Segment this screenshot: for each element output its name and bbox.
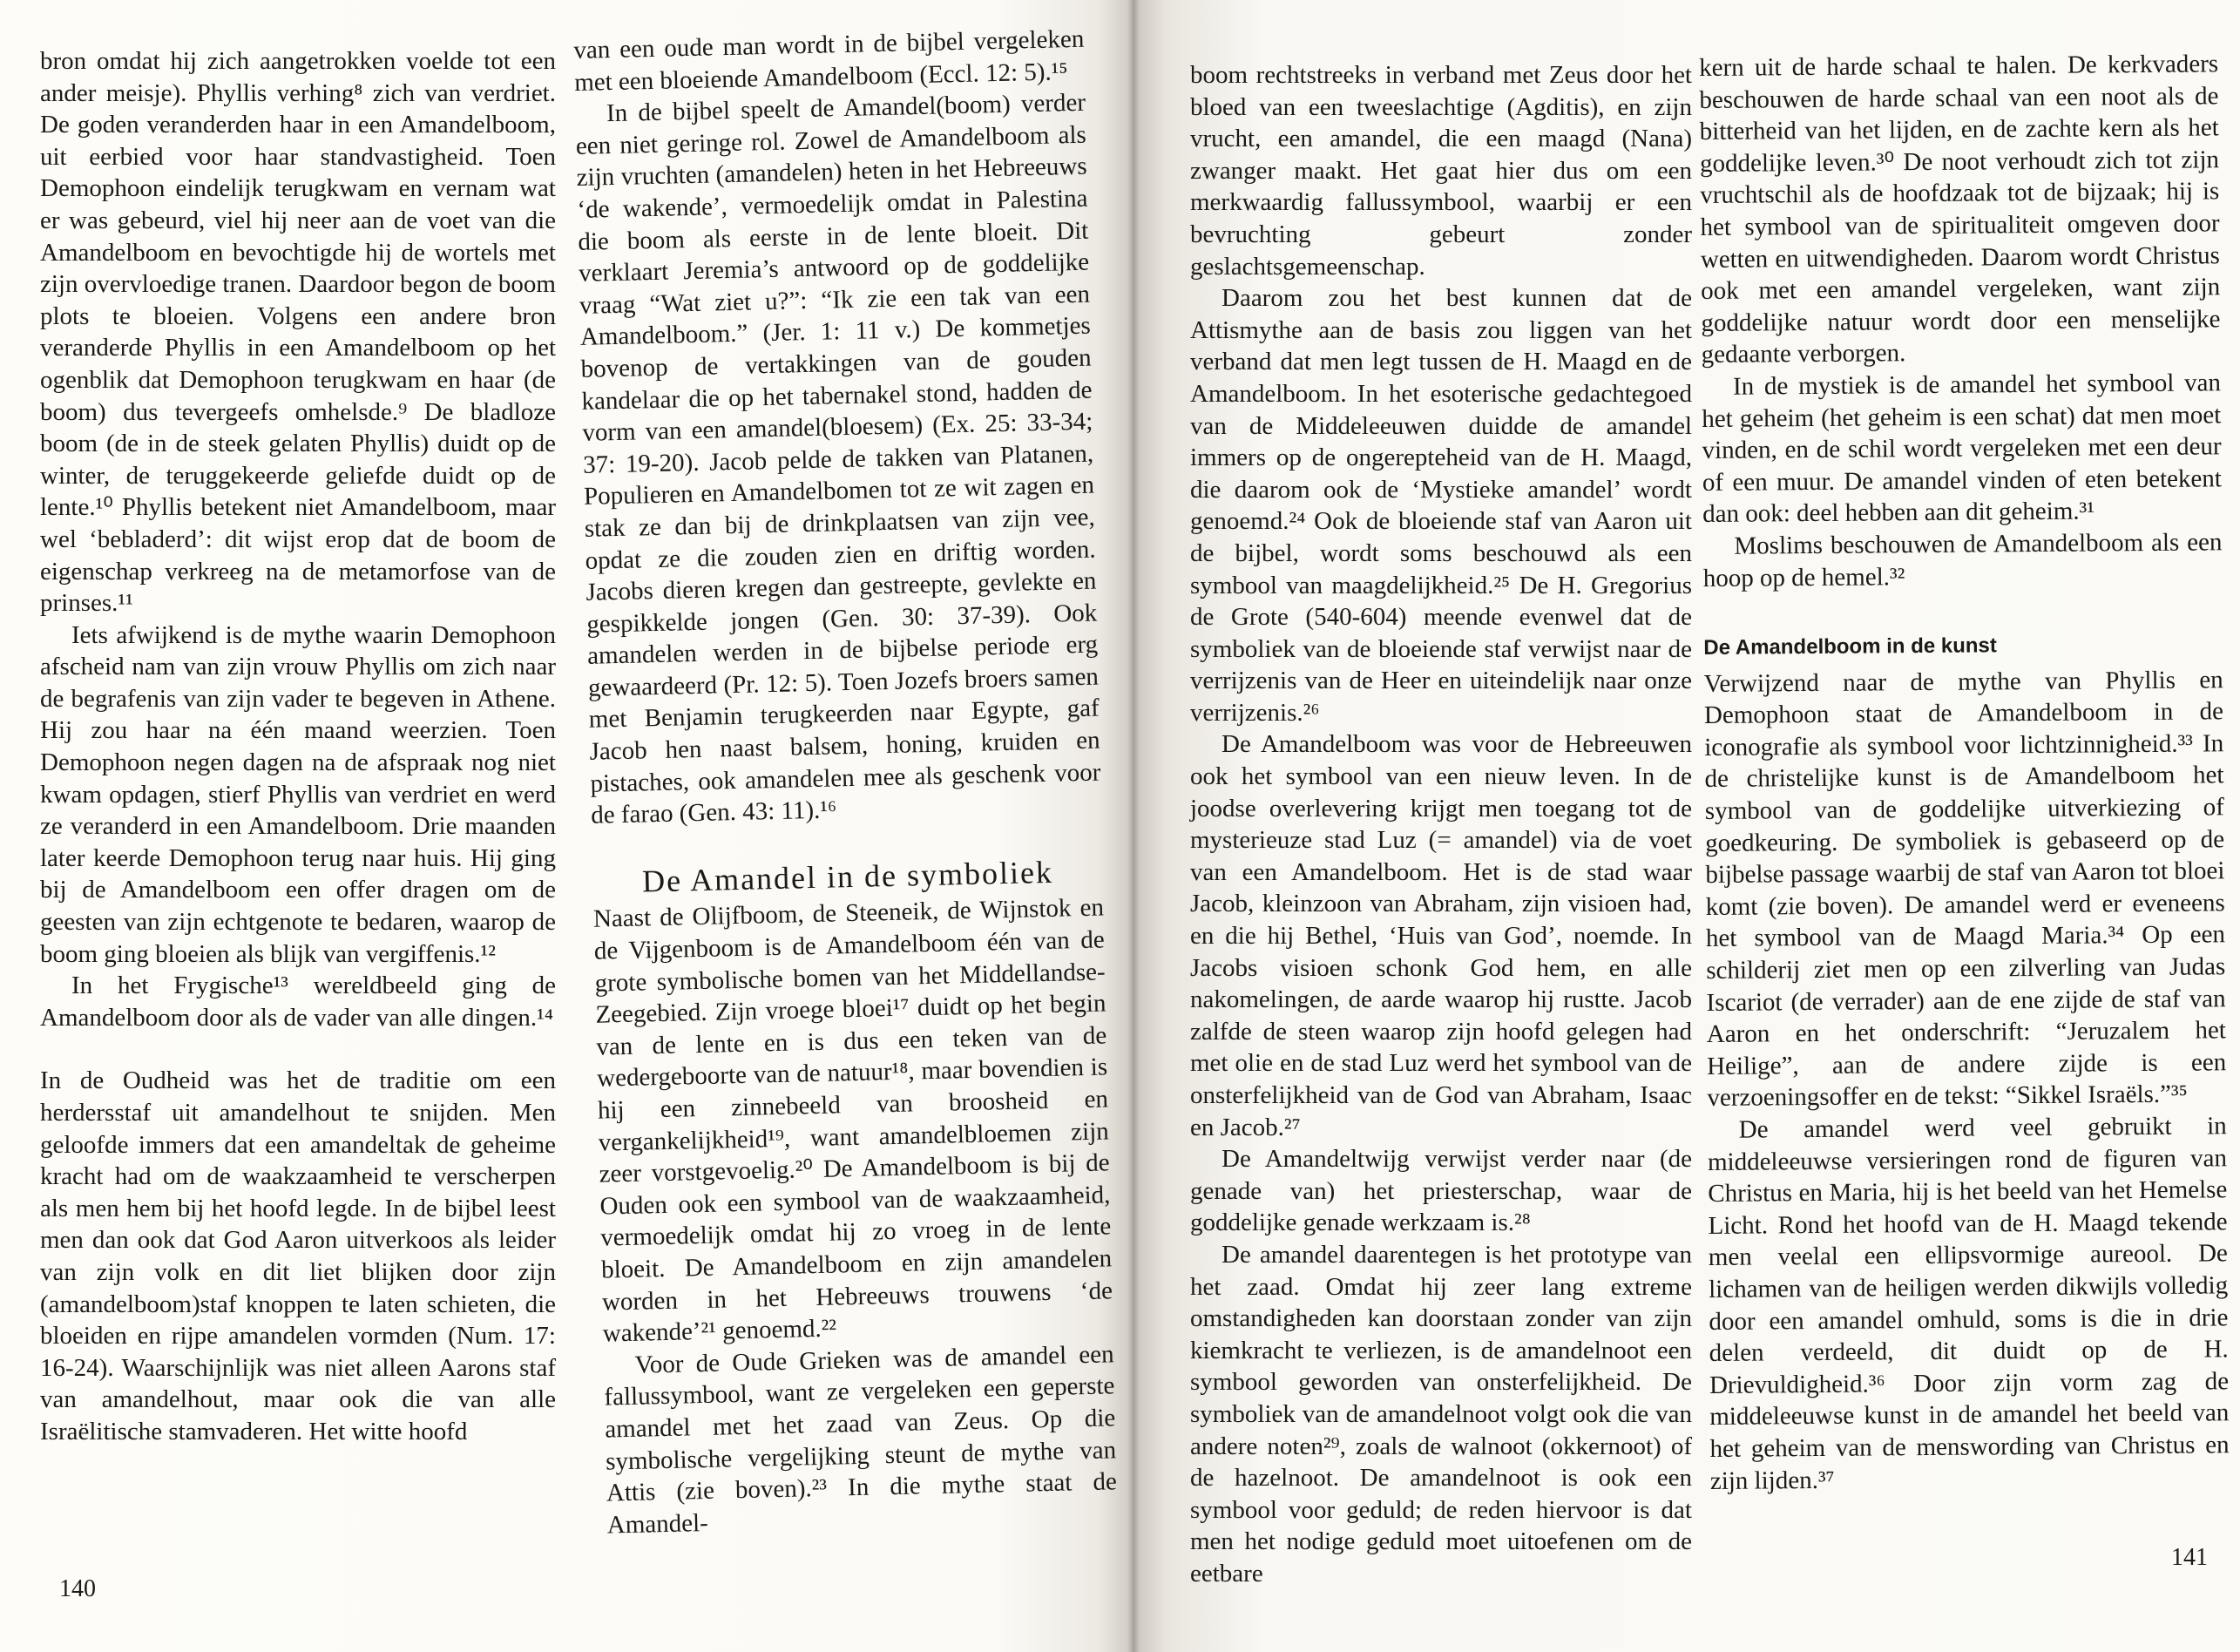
paragraph: De amandel daarentegen is het prototype van het zaad. Omdat hij zeer lang extreme omstandigheden kan doorstaan zonder van zijn kiemkracht te verliezen, is de amandelnoot een symbool geworden van onsterfelijkheid. De symboliek van de amandelnoot volgt ook die van andere noten²⁹, zoals de walnoot (okkernoot) of de hazelnoot. De amandelnoot is ook een symbool voor geduld; de reden hiervoor is dat men het nodige geduld moet uitoefenen om de eetbare [1190,1240,1692,1588]
left-page-column-1 [40,45,556,1448]
paragraph: Voor de Oude Grieken was de amandel een fallussymbool, want ze vergeleken een geperste amandel met het zaad van Zeus. Op die symbolische vergelijking steunt de mythe van Attis (zie boven).²³ In die mythe staat de Amandel- [604,1340,1118,1540]
book-gutter [1127,0,1140,1652]
paragraph: Daarom zou het best kunnen dat de Attismythe aan de basis zou liggen van het verband dat men legt tussen de H. Maagd en de Amandelboom. In het esoterische gedachtegoed van de Middeleeuwen duidde de amandel immers op de ongerepteheid van de H. Maagd, die daarom ook de ‘Mystieke amandel’ wordt genoemd.²⁴ Ook de bloeiende staf van Aaron uit de bijbel, wordt soms beschouwd als een symbool van maagdelijkheid.²⁵ De H. Gregorius de Grote (540-604) meende evenwel dat de symboliek van de bloeiende staf verwijst naar de verrijzenis van de Heer en uiteindelijk naar onze verrijzenis.²⁶ [1190,284,1692,727]
paragraph: In het Frygische¹³ wereldbeeld ging de Amandelboom door als de vader van alle dingen.¹⁴ [40,972,556,1032]
paragraph: De Amandeltwijg verwijst verder naar (de genade van) het priesterschap, waar de goddelijke genade werkzaam is.²⁸ [1190,1145,1692,1237]
page-number: 140 [59,1575,96,1602]
paragraph: De amandel werd veel gebruikt in middeleeuwse versieringen rond de figuren van Christus en Maria, hij is het beeld van het Hemelse Licht. Rond het hoofd van de H. Maagd tekende men veelal een ellipsvormige aureool. De lichamen van de heiligen werden dikwijls volledig door een amandel omhuld, soms is die in drie delen verdeeld, dit duidt op de H. Drievuldigheid.³⁶ Door zijn vorm zag de middeleeuwse kunst in de amandel het beeld van het geheim van de menswording van Christus en zijn lijden.³⁷ [1707,1112,2230,1495]
paragraph: In de Oudheid was het de traditie om een herdersstaf uit amandelhout te snijden. Men geloofde immers dat een amandeltak de geheime kracht had om de waakzaamheid te verscherpen als men hem bij het hoofd legde. In de bijbel leest men dan ook dat God Aaron uitverkoos als leider van zijn volk en dit liet blijken door zijn (amandelboom)staf knoppen te laten schieten, die bloeiden en rijpe amandelen vormden (Num. 17: 16-24). Waarschijnlijk was niet alleen Aarons staf van amandelhout, maar ook die van alle Israëlitische stamvaderen. Het witte hoofd [40,1066,556,1446]
right-page-column-1 [1190,59,1692,1590]
paragraph: Iets afwijkend is de mythe waarin Demophoon afscheid nam van zijn vrouw Phyllis om zich naar de begrafenis van zijn vader te begeven in Athene. Hij zou haar na één maand weerzien. Toen Demophoon negen dagen na de afspraak nog niet kwam opdagen, stierf Phyllis van verdriet en werd ze veranderd in een Amandelboom. Drie maanden later keerde Demophoon terug naar huis. Hij ging bij de Amandelboom een offer dragen om de geesten van zijn echtgenote te bedaren, waarop de boom ging bloeien als blijk van vergiffenis.¹² [40,620,556,968]
paragraph: van een oude man wordt in de bijbel vergeleken met een bloeiende Amandelboom (Eccl. 12: 5).¹⁵ [573,24,1085,97]
paragraph: Naast de Olijfboom, de Steeneik, de Wijnstok en de Vijgenboom is de Amandelboom één van de grote symbolische bomen van het Middellandse-Zeegebied. Zijn vroege bloei¹⁷ duidt op het begin van de lente en is dus een teken van de wedergeboorte van de natuur¹⁸, maar bovendien is hij een zinnebeeld van broosheid en vergankelijkheid¹⁹, want amandelbloemen zijn zeer vorstgevoelig.²⁰ De Amandelboom is bij de Ouden ook een symbool van de waakzaamheid, vermoedelijk omdat hij zo vroeg in de lente bloeit. De Amandelboom en zijn amandelen worden in het Hebreeuws trouwens ‘de wakende’²¹ genoemd.²² [592,893,1113,1348]
paragraph: In de bijbel speelt de Amandel(boom) verder een niet geringe rol. Zowel de Amandelboom als zijn vruchten (amandelen) heten in het Hebreeuws ‘de wakende’, vermoedelijk omdat in Palestina die boom als eerste in de lente bloeit. Dit verklaart Jeremia’s antwoord op de goddelijke vraag “Wat ziet u?”: “Ik zie een tak van een Amandelboom.” (Jer. 1: 11 v.) De kommetjes bovenop de vertakkingen van de gouden kandelaar die op het tabernakel stond, hadden de vorm van een amandel(bloesem) (Ex. 25: 33-34; 37: 19-20). Jacob pelde de takken van Platanen, Populieren en Amandelbomen tot ze wit zagen en stak ze dan bij de drinkplaatsen van zijn vee, opdat ze die zouden zien en driftig worden. Jacobs dieren kregen dan gestreepte, gevlekte en gespikkelde jongen (Gen. 30: 37-39). Ook amandelen werden in de bijbelse periode erg gewaardeerd (Pr. 12: 5). Toen Jozefs broers samen met Benjamin terugkeerden naar Egypte, gaf Jacob hen naast balsem, honing, kruiden en pistaches, ook amandelen mee als geschenk voor de farao (Gen. 43: 11).¹⁶ [575,88,1101,830]
subsection-heading: De Amandelboom in de kunst [1703,633,1997,660]
section-heading: De Amandel in de symboliek [641,854,1054,899]
paragraph: boom rechtstreeks in verband met Zeus door het bloed van een tweeslachtige (Agditis), en zijn vrucht, een amandel, die een maagd (Nana) zwanger maakt. Het gaat hier dus om een merkwaardig fallussymbool, waarbij er een bevruchting gebeurt zonder geslachtsgemeenschap. [1190,61,1692,281]
paragraph: Moslims beschouwen de Amandelboom als een hoop op de hemel.³² [1702,528,2223,592]
paragraph: Verwijzend naar de mythe van Phyllis en Demophoon staat de Amandelboom in de iconografie als symbool voor lichtzinnigheid.³³ In de christelijke kunst is de Amandelboom het symbool van de goddelijke uitverkiezing of goedkeuring. De symboliek is gebaseerd op de bijbelse passage waarbij de staf van Aaron tot bloei komt (zie boven). De amandel werd er eveneens het symbool van de Maagd Maria.³⁴ Op een schilderij ziet men op een zilverling van Judas Iscariot (de verrader) aan de ene zijde de staf van Aaron en het onderschrift: “Jeruzalem het Heilige”, aan de andere zijde is een verzoeningsoffer en de tekst: “Sikkel Israëls.”³⁵ [1703,665,2227,1113]
paragraph: In de mystiek is de amandel het symbool van het geheim (het geheim is een schat) dat men moet vinden, en de schil wordt vergeleken met een deur of een muur. De amandel vinden of eten betekent dan ook: deel hebben aan dit geheim.³¹ [1702,369,2222,529]
paragraph: De Amandelboom was voor de Hebreeuwen ook het symbool van een nieuw leven. In de joodse overlevering krijgt men toegang tot de mysterieuze stad Luz (= amandel) via de voet van een Amandelboom. Het is de stad waar Jacob, kleinzoon van Abraham, zijn visioen had, en die hij Bethel, ‘Huis van God’, noemde. In Jacobs visioen schonk God hem, en alle nakomelingen, de aarde waarop hij rustte. Jacob zalfde de steen waarop zijn hoofd gelegen had met olie en de stad Luz werd het symbool van de onsterfelijkheid van de God van Abraham, Isaac en Jacob.²⁷ [1190,730,1692,1141]
paragraph: bron omdat hij zich aangetrokken voelde tot een ander meisje). Phyllis verhing⁸ zich van verdriet. De goden veranderden haar in een Amandelboom, uit eerbied voor haar standvastigheid. Toen Demophoon eindelijk terugkwam en vernam wat er was gebeurd, viel hij neer aan de voet van die Amandelboom en bevochtigde hij de wortels met zijn overvloedige tranen. Daardoor begon de boom plots te bloeien. Volgens een andere bron veranderde Phyllis in een Amandelboom op het ogenblik dat Demophoon terugkwam en haar (de boom) dus tevergeefs omhelsde.⁹ De bladloze boom (de in de steek gelaten Phyllis) duidt op de winter, de teruggekeerde geliefde duidt op de lente.¹⁰ Phyllis betekent niet Amandelboom, maar wel ‘bebladerd’: dit wijst erop dat de boom de eigenschap verkreeg na de metamorfose van de prinses.¹¹ [40,47,556,618]
right-page-column-2 [1699,48,2230,1497]
paragraph: kern uit de harde schaal te halen. De kerkvaders beschouwen de harde schaal van een noot als de bitterheid van het lijden, en de zachte kern als het goddelijke leven.³⁰ De noot verhoudt zich tot zijn vruchtschil als de hoofdzaak tot de bijzaak; hij is het symbool van de spiritualiteit omgeven door wetten en uitwendigheden. Daarom wordt Christus ook met een amandel vergeleken, want zijn goddelijke natuur wordt door een menselijke gedaante verborgen. [1699,50,2221,369]
left-page-column-2 [573,24,1118,1541]
page-number: 141 [2171,1544,2208,1571]
